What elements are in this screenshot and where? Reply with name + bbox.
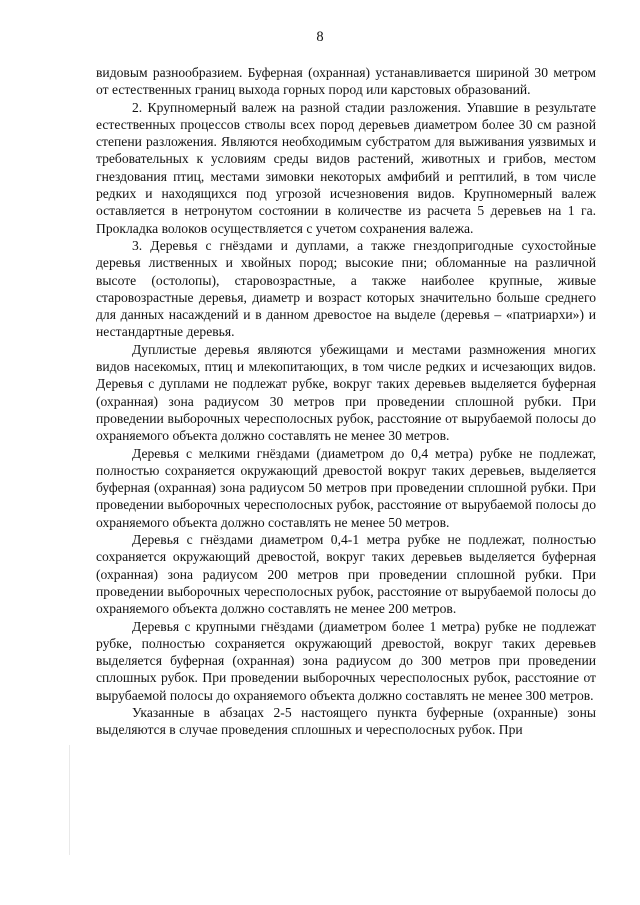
page-number: 8 [316, 29, 324, 45]
paragraph-large-nests: Деревья с крупными гнёздами (диаметром более 1 метра) рубке не подлежат рубке, полностью сохраняется окружающий древостой, вокруг таких деревьев выделяется буферная (охранная) зона радиусом до 300 метров при проведении сплошных рубок. При проведении выборочных чересполосных рубок, расстояние от вырубаемой полосы до охраняемого объекта должно составлять не менее 300 метров. [96, 618, 596, 703]
paragraph-nest-trees: 3. Деревья с гнёздами и дуплами, а также гнездопригодные сухостойные деревья лиственных и хвойных пород; высокие пни; обломанные на различной высоте (остолопы), старовозрастные, а также наиболее крупные, живые старовозрастные деревья, диаметр и возраст которых значительно больше среднего для данных насаждений и в данном древостое на выделе (деревья – «патриархи») и нестандартные деревья. [96, 237, 596, 340]
scan-margin-mark [69, 745, 70, 855]
paragraph-large-deadwood: 2. Крупномерный валеж на разной стадии разложения. Упавшие в результате естественных процессов стволы всех пород деревьев диаметром более 30 см разной степени разложения. Являются необходимым субстратом для выживания уязвимых и требовательных к условиям среды видов растений, животных и грибов, местом гнездования птиц, местами зимовки некоторых амфибий и рептилий, в том числе редких и находящихся под угрозой исчезновения видов. Крупномерный валеж оставляется в нетронутом состоянии в количестве из расчета 5 деревьев на 1 га. Прокладка волоков осуществляется с учетом сохранения валежа. [96, 99, 596, 236]
paragraph-medium-nests: Деревья с гнёздами диаметром 0,4-1 метра рубке не подлежат, полностью сохраняется окружающий древостой, вокруг таких деревьев выделяется буферная (охранная) зона радиусом 200 метров при проведении сплошной рубки. При проведении выборочных чересполосных рубок, расстояние от вырубаемой полосы до охраняемого объекта должно составлять не менее 200 метров. [96, 532, 596, 617]
body-text [96, 64, 596, 739]
paragraph-buffer-zones: Указанные в абзацах 2-5 настоящего пункта буферные (охранные) зоны выделяются в случае проведения сплошных и чересполосных рубок. При [96, 704, 596, 738]
paragraph-continuation: видовым разнообразием. Буферная (охранная) устанавливается шириной 30 метром от естественных границ выхода горных пород или карстовых образований. [96, 65, 596, 98]
paragraph-small-nests: Деревья с мелкими гнёздами (диаметром до 0,4 метра) рубке не подлежат, полностью сохраняется окружающий древостой вокруг таких деревьев, выделяется буферная (охранная) зона радиусом 50 метров при проведении сплошной рубки. При проведении выборочных чересполосных рубок, расстояние от вырубаемой полосы до охраняемого объекта должно составлять не менее 50 метров. [96, 445, 596, 530]
paragraph-hollow-trees: Дуплистые деревья являются убежищами и местами размножения многих видов насекомых, птиц и млекопитающих, в том числе редких и исчезающих видов. Деревья с дуплами не подлежат рубке, вокруг таких деревьев выделяется буферная (охранная) зона радиусом 30 метров при проведении сплошной рубки. При проведении выборочных чересполосных рубок, расстояние от вырубаемой полосы до охраняемого объекта должно составлять не менее 30 метров. [96, 341, 596, 444]
